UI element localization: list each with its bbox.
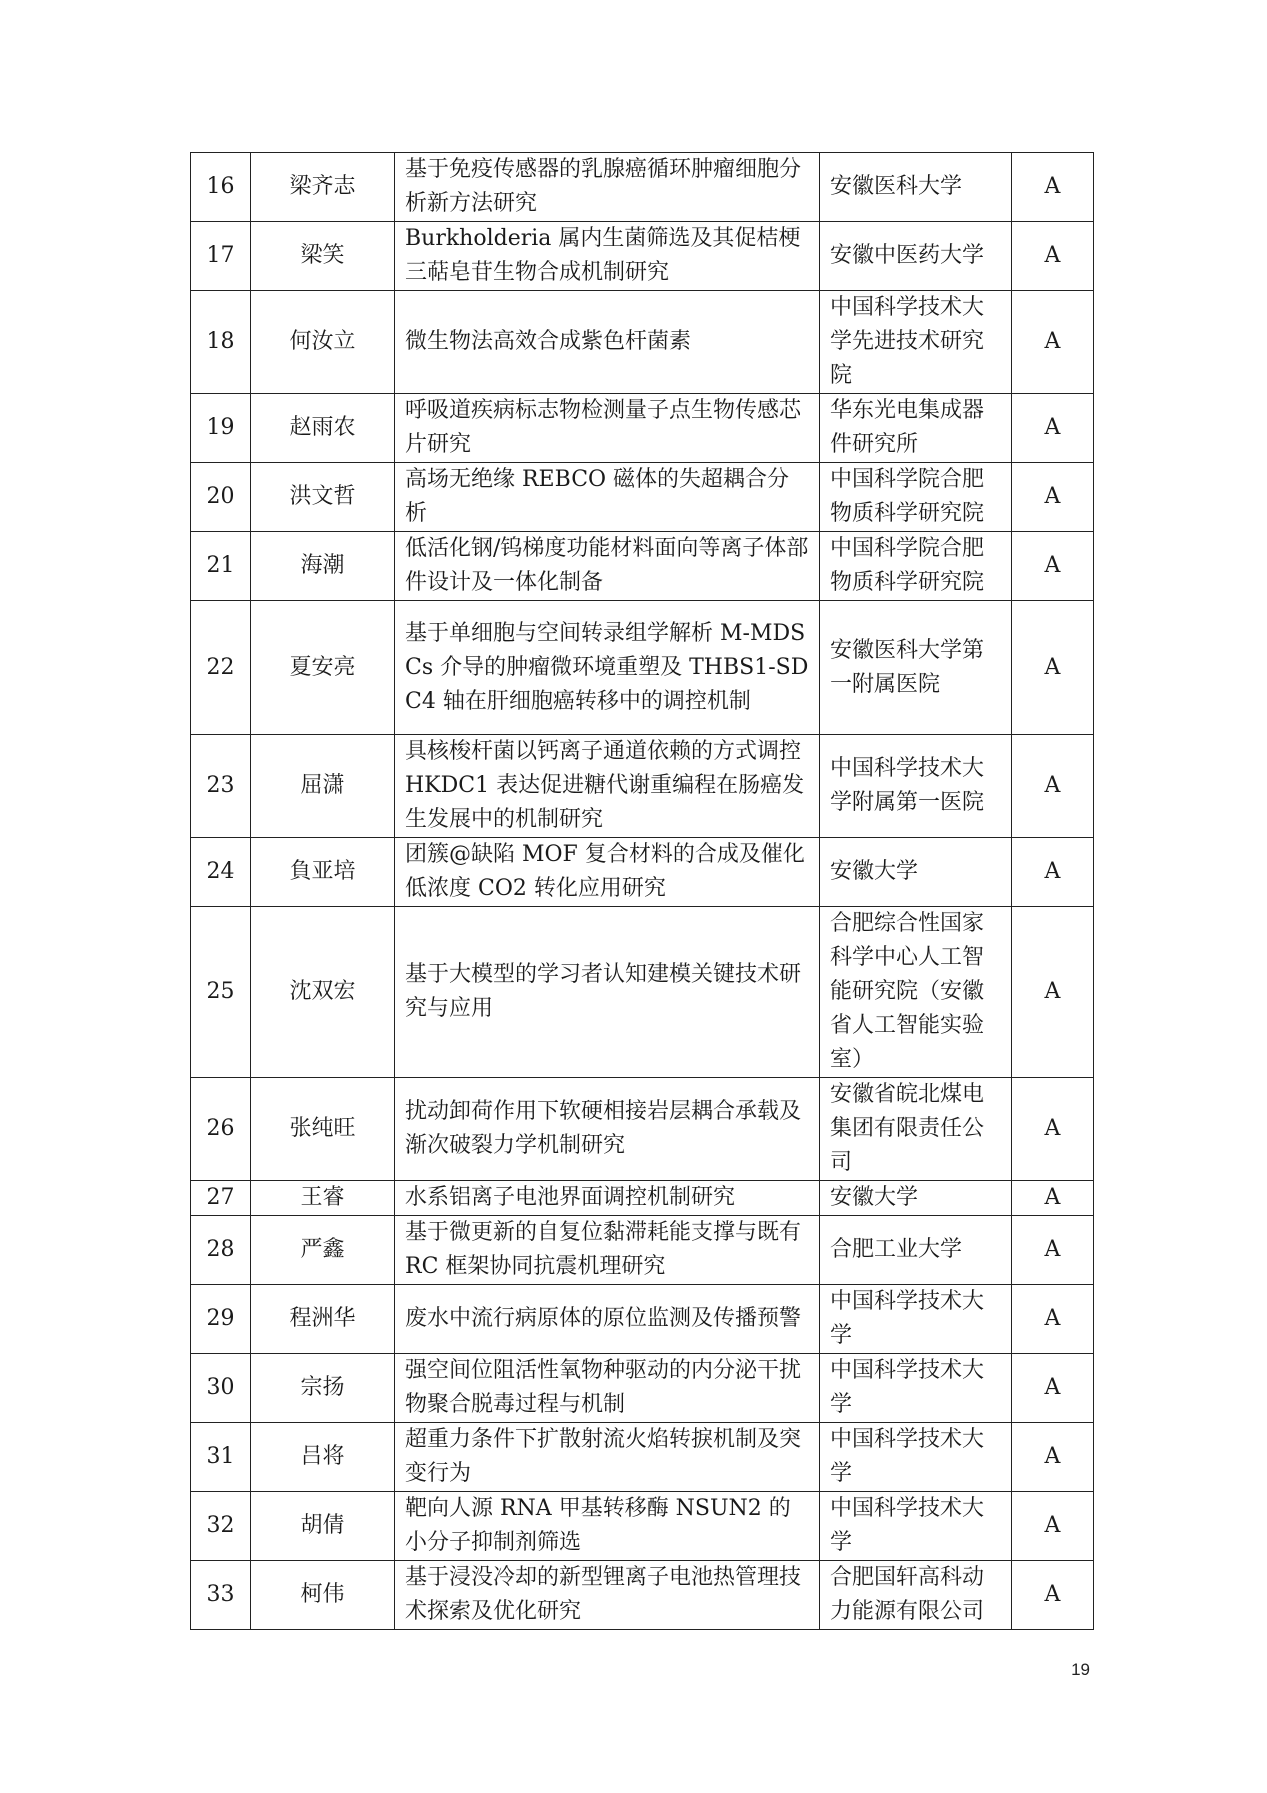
project-title-cell: Burkholderia 属内生菌筛选及其促桔梗三萜皂苷生物合成机制研究 (395, 222, 820, 291)
project-title-cell: 基于免疫传感器的乳腺癌循环肿瘤细胞分析新方法研究 (395, 153, 820, 222)
person-name-cell: 洪文哲 (251, 463, 395, 532)
table-row (191, 1561, 1094, 1630)
grade-cell: A (1012, 153, 1094, 222)
institution-cell: 中国科学院合肥物质科学研究院 (820, 463, 1012, 532)
project-title-cell: 基于微更新的自复位黏滞耗能支撑与既有 RC 框架协同抗震机理研究 (395, 1216, 820, 1285)
table-row (191, 291, 1094, 394)
table-row (191, 735, 1094, 838)
institution-cell: 中国科学技术大学 (820, 1354, 1012, 1423)
row-number-cell: 26 (191, 1078, 251, 1181)
table-row (191, 1285, 1094, 1354)
project-title-cell: 基于大模型的学习者认知建模关键技术研究与应用 (395, 907, 820, 1078)
project-title-cell: 低活化钢/钨梯度功能材料面向等离子体部件设计及一体化制备 (395, 532, 820, 601)
row-number-cell: 28 (191, 1216, 251, 1285)
grade-cell: A (1012, 1216, 1094, 1285)
project-title-cell: 具核梭杆菌以钙离子通道依赖的方式调控 HKDC1 表达促进糖代谢重编程在肠癌发生发展中的机制研究 (395, 735, 820, 838)
row-number-cell: 31 (191, 1423, 251, 1492)
project-title-cell: 靶向人源 RNA 甲基转移酶 NSUN2 的小分子抑制剂筛选 (395, 1492, 820, 1561)
grade-cell: A (1012, 735, 1094, 838)
project-table (190, 152, 1094, 1630)
person-name-cell: 何汝立 (251, 291, 395, 394)
institution-cell: 合肥工业大学 (820, 1216, 1012, 1285)
person-name-cell: 张纯旺 (251, 1078, 395, 1181)
project-title-cell: 微生物法高效合成紫色杆菌素 (395, 291, 820, 394)
table-row (191, 153, 1094, 222)
institution-cell: 合肥综合性国家科学中心人工智能研究院（安徽省人工智能实验室） (820, 907, 1012, 1078)
institution-cell: 中国科学技术大学附属第一医院 (820, 735, 1012, 838)
row-number-cell: 32 (191, 1492, 251, 1561)
institution-cell: 安徽中医药大学 (820, 222, 1012, 291)
table-row (191, 532, 1094, 601)
project-title-cell: 高场无绝缘 REBCO 磁体的失超耦合分析 (395, 463, 820, 532)
project-title-cell: 水系铝离子电池界面调控机制研究 (395, 1181, 820, 1216)
institution-cell: 安徽医科大学第一附属医院 (820, 601, 1012, 735)
grade-cell: A (1012, 601, 1094, 735)
project-title-cell: 基于单细胞与空间转录组学解析 M-MDSCs 介导的肿瘤微环境重塑及 THBS1-SDC4 轴在肝细胞癌转移中的调控机制 (395, 601, 820, 735)
institution-cell: 安徽大学 (820, 1181, 1012, 1216)
institution-cell: 中国科学技术大学 (820, 1492, 1012, 1561)
grade-cell: A (1012, 907, 1094, 1078)
row-number-cell: 27 (191, 1181, 251, 1216)
institution-cell: 中国科学院合肥物质科学研究院 (820, 532, 1012, 601)
grade-cell: A (1012, 838, 1094, 907)
person-name-cell: 梁笑 (251, 222, 395, 291)
grade-cell: A (1012, 1078, 1094, 1181)
institution-cell: 华东光电集成器件研究所 (820, 394, 1012, 463)
institution-cell: 合肥国轩高科动力能源有限公司 (820, 1561, 1012, 1630)
person-name-cell: 宗扬 (251, 1354, 395, 1423)
project-title-cell: 扰动卸荷作用下软硬相接岩层耦合承载及渐次破裂力学机制研究 (395, 1078, 820, 1181)
person-name-cell: 屈潇 (251, 735, 395, 838)
table-row (191, 907, 1094, 1078)
row-number-cell: 17 (191, 222, 251, 291)
person-name-cell: 沈双宏 (251, 907, 395, 1078)
person-name-cell: 胡倩 (251, 1492, 395, 1561)
table-row (191, 1216, 1094, 1285)
row-number-cell: 22 (191, 601, 251, 735)
grade-cell: A (1012, 222, 1094, 291)
institution-cell: 安徽大学 (820, 838, 1012, 907)
grade-cell: A (1012, 1492, 1094, 1561)
person-name-cell: 梁齐志 (251, 153, 395, 222)
row-number-cell: 23 (191, 735, 251, 838)
grade-cell: A (1012, 1561, 1094, 1630)
grade-cell: A (1012, 1423, 1094, 1492)
person-name-cell: 程洲华 (251, 1285, 395, 1354)
table-row (191, 1181, 1094, 1216)
table-row (191, 1492, 1094, 1561)
row-number-cell: 18 (191, 291, 251, 394)
project-title-cell: 团簇@缺陷 MOF 复合材料的合成及催化低浓度 CO2 转化应用研究 (395, 838, 820, 907)
table-row (191, 601, 1094, 735)
table-row (191, 222, 1094, 291)
person-name-cell: 吕将 (251, 1423, 395, 1492)
table-row (191, 1078, 1094, 1181)
row-number-cell: 16 (191, 153, 251, 222)
page-number: 19 (1071, 1660, 1090, 1679)
grade-cell: A (1012, 463, 1094, 532)
grade-cell: A (1012, 1354, 1094, 1423)
project-table-body (191, 153, 1094, 1630)
institution-cell: 安徽省皖北煤电集团有限责任公司 (820, 1078, 1012, 1181)
person-name-cell: 王睿 (251, 1181, 395, 1216)
table-row (191, 394, 1094, 463)
person-name-cell: 严鑫 (251, 1216, 395, 1285)
row-number-cell: 29 (191, 1285, 251, 1354)
row-number-cell: 30 (191, 1354, 251, 1423)
institution-cell: 中国科学技术大学 (820, 1285, 1012, 1354)
row-number-cell: 19 (191, 394, 251, 463)
project-title-cell: 呼吸道疾病标志物检测量子点生物传感芯片研究 (395, 394, 820, 463)
grade-cell: A (1012, 291, 1094, 394)
table-row (191, 838, 1094, 907)
project-title-cell: 超重力条件下扩散射流火焰转捩机制及突变行为 (395, 1423, 820, 1492)
table-row (191, 1354, 1094, 1423)
institution-cell: 中国科学技术大学先进技术研究院 (820, 291, 1012, 394)
person-name-cell: 赵雨农 (251, 394, 395, 463)
row-number-cell: 21 (191, 532, 251, 601)
row-number-cell: 33 (191, 1561, 251, 1630)
row-number-cell: 24 (191, 838, 251, 907)
person-name-cell: 海潮 (251, 532, 395, 601)
table-row (191, 463, 1094, 532)
row-number-cell: 25 (191, 907, 251, 1078)
institution-cell: 中国科学技术大学 (820, 1423, 1012, 1492)
grade-cell: A (1012, 1181, 1094, 1216)
person-name-cell: 夏安亮 (251, 601, 395, 735)
project-title-cell: 强空间位阻活性氧物种驱动的内分泌干扰物聚合脱毒过程与机制 (395, 1354, 820, 1423)
row-number-cell: 20 (191, 463, 251, 532)
institution-cell: 安徽医科大学 (820, 153, 1012, 222)
grade-cell: A (1012, 1285, 1094, 1354)
project-title-cell: 基于浸没冷却的新型锂离子电池热管理技术探索及优化研究 (395, 1561, 820, 1630)
grade-cell: A (1012, 532, 1094, 601)
project-title-cell: 废水中流行病原体的原位监测及传播预警 (395, 1285, 820, 1354)
grade-cell: A (1012, 394, 1094, 463)
person-name-cell: 柯伟 (251, 1561, 395, 1630)
person-name-cell: 負亚培 (251, 838, 395, 907)
table-row (191, 1423, 1094, 1492)
